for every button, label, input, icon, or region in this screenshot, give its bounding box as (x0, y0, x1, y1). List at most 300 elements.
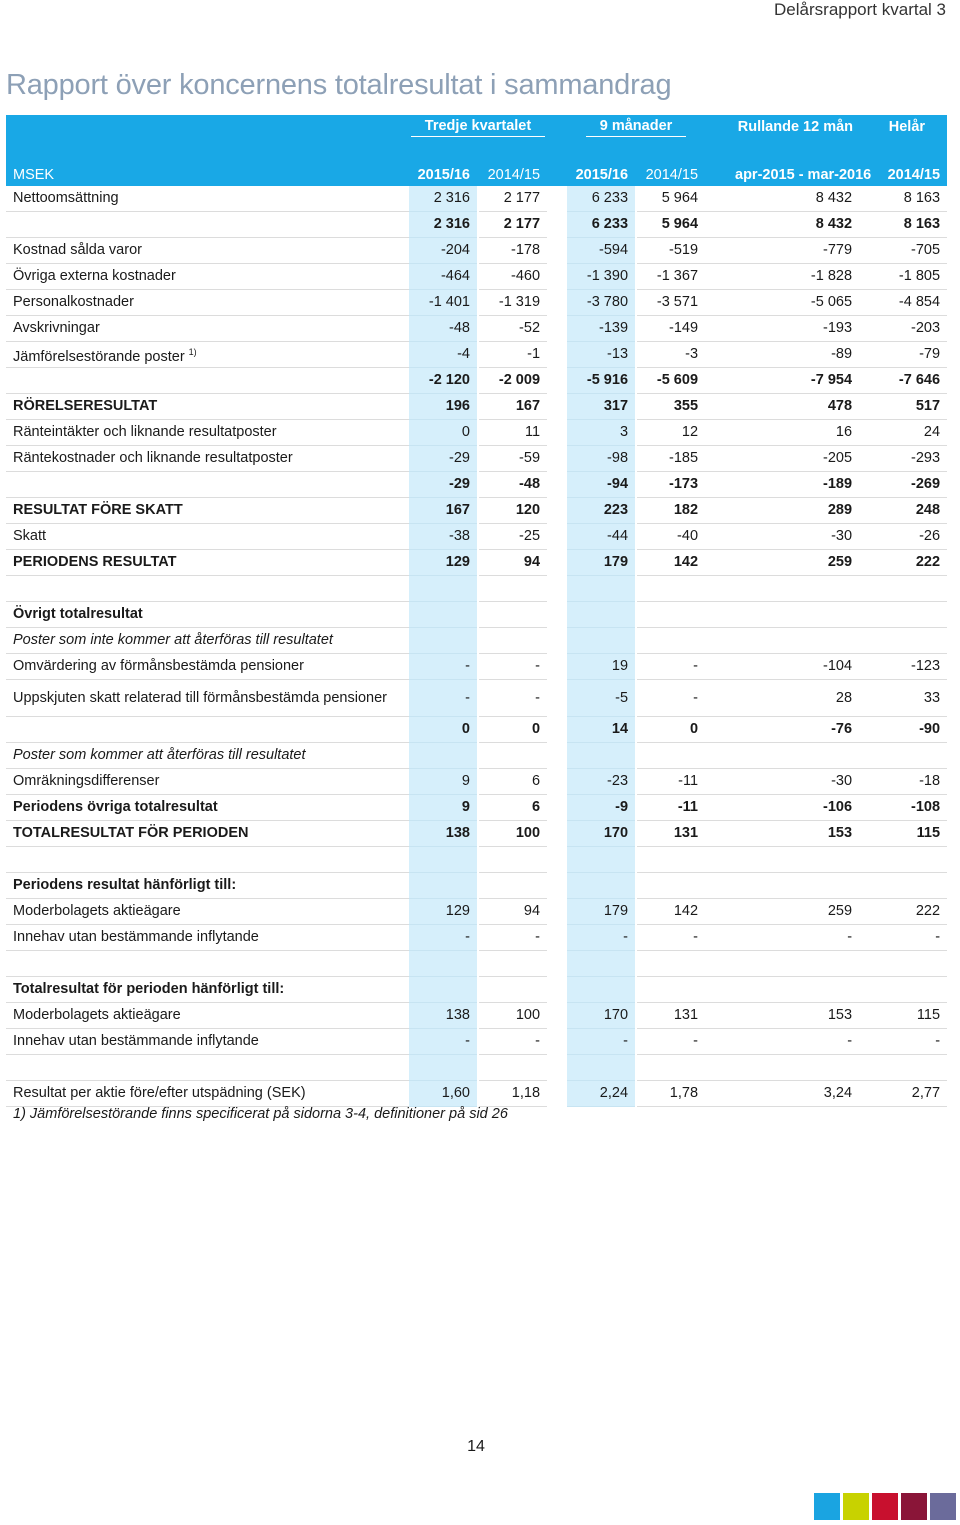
table-cell (705, 847, 859, 873)
table-cell: -519 (637, 238, 705, 264)
row-label-text: RÖRELSERESULTAT (13, 398, 158, 414)
column-gap (547, 550, 567, 576)
income-statement-table (6, 115, 947, 1107)
table-row (6, 316, 947, 342)
row-label-text: Moderbolagets aktieägare (13, 1007, 181, 1023)
row-label (6, 498, 409, 524)
table-cell (479, 576, 547, 602)
table-cell: - (479, 654, 547, 680)
table-row (6, 1029, 947, 1055)
table-cell (637, 1055, 705, 1081)
table-row (6, 899, 947, 925)
table-cell: 131 (637, 821, 705, 847)
table-cell: 317 (567, 394, 635, 420)
group-header-q3: Tredje kvartalet (411, 118, 545, 137)
table-row (6, 342, 947, 368)
row-label (6, 290, 409, 316)
table-cell: 3 (567, 420, 635, 446)
table-cell (637, 743, 705, 769)
row-label (6, 576, 409, 602)
table-cell: 2 177 (479, 212, 547, 238)
row-label-text: Omräkningsdifferenser (13, 773, 160, 789)
table-cell (479, 628, 547, 654)
table-cell: - (479, 680, 547, 717)
column-gap (547, 628, 567, 654)
table-cell: -90 (859, 717, 947, 743)
column-gap (547, 394, 567, 420)
table-row (6, 472, 947, 498)
table-cell: 3,24 (705, 1081, 859, 1107)
table-cell: -89 (705, 342, 859, 368)
table-cell: 0 (479, 717, 547, 743)
brand-block (901, 1493, 927, 1520)
brand-block (843, 1493, 869, 1520)
table-cell: 5 964 (637, 212, 705, 238)
column-gap (547, 238, 567, 264)
table-row (6, 264, 947, 290)
table-cell: -11 (637, 769, 705, 795)
table-cell (637, 951, 705, 977)
table-cell: 8 163 (859, 212, 947, 238)
table-cell (859, 1055, 947, 1081)
table-cell (859, 873, 947, 899)
table-cell: - (637, 1029, 705, 1055)
table-cell: 142 (637, 899, 705, 925)
column-gap (547, 717, 567, 743)
table-cell: - (409, 925, 477, 951)
column-gap (547, 977, 567, 1003)
table-cell: 2,24 (567, 1081, 635, 1107)
table-cell (409, 951, 477, 977)
column-gap (547, 680, 567, 717)
table-cell: 222 (859, 899, 947, 925)
table-cell: -5 916 (567, 368, 635, 394)
table-cell: -44 (567, 524, 635, 550)
row-label-text: Jämförelsestörande poster (13, 348, 185, 365)
table-cell (479, 1055, 547, 1081)
table-row (6, 368, 947, 394)
table-cell: 16 (705, 420, 859, 446)
group-header-9m: 9 månader (586, 118, 687, 137)
table-cell: 9 (409, 795, 477, 821)
table-cell: 222 (859, 550, 947, 576)
table-cell: 8 432 (705, 212, 859, 238)
table-cell (567, 628, 635, 654)
table-cell: -1 319 (479, 290, 547, 316)
column-gap (547, 1003, 567, 1029)
table-cell (637, 873, 705, 899)
table-cell (705, 743, 859, 769)
brand-block (814, 1493, 840, 1520)
table-cell: -173 (637, 472, 705, 498)
table-cell (479, 743, 547, 769)
row-label-text: Övrigt totalresultat (13, 606, 143, 622)
table-cell: 5 964 (637, 186, 705, 212)
table-row (6, 524, 947, 550)
column-gap (547, 186, 567, 212)
table-cell (705, 951, 859, 977)
brand-block (930, 1493, 956, 1520)
row-label-text: Totalresultat för perioden hänförligt till: (13, 981, 285, 997)
table-row (6, 873, 947, 899)
group-header-rolling: Rullande 12 mån (737, 119, 854, 135)
table-cell: 138 (409, 821, 477, 847)
table-cell: 33 (859, 680, 947, 717)
table-cell: -52 (479, 316, 547, 342)
row-label (6, 602, 409, 628)
row-label (6, 472, 409, 498)
table-cell (567, 602, 635, 628)
table-cell: -185 (637, 446, 705, 472)
table-cell: - (637, 925, 705, 951)
table-cell: -705 (859, 238, 947, 264)
table-cell: 223 (567, 498, 635, 524)
column-gap (547, 769, 567, 795)
table-cell: 120 (479, 498, 547, 524)
table-row (6, 680, 947, 717)
row-label (6, 821, 409, 847)
table-cell: 2 316 (409, 186, 477, 212)
table-cell: 28 (705, 680, 859, 717)
table-cell: -7 954 (705, 368, 859, 394)
row-label-text: Övriga externa kostnader (13, 268, 176, 284)
table-cell: -7 646 (859, 368, 947, 394)
row-label-text: RESULTAT FÖRE SKATT (13, 502, 183, 518)
table-row (6, 717, 947, 743)
table-row (6, 847, 947, 873)
column-gap (547, 1081, 567, 1107)
row-label-text: Skatt (13, 528, 47, 544)
table-cell: 1,18 (479, 1081, 547, 1107)
table-cell: -4 (409, 342, 477, 368)
table-cell: -26 (859, 524, 947, 550)
table-cell (479, 847, 547, 873)
table-cell: -123 (859, 654, 947, 680)
col-header: 2014/15 (637, 140, 705, 186)
table-cell: -2 009 (479, 368, 547, 394)
row-label (6, 1081, 409, 1107)
table-cell: 129 (409, 899, 477, 925)
table-cell (859, 602, 947, 628)
column-gap (547, 821, 567, 847)
column-gap (547, 290, 567, 316)
table-cell (705, 576, 859, 602)
table-cell: -48 (479, 472, 547, 498)
table-cell: 12 (637, 420, 705, 446)
table-cell: 170 (567, 1003, 635, 1029)
column-gap (547, 212, 567, 238)
row-label-text: Innehav utan bestämmande inflytande (13, 929, 259, 945)
table-cell: 129 (409, 550, 477, 576)
col-header-period: apr-2015 - mar-2016 (705, 140, 859, 186)
table-cell: -18 (859, 769, 947, 795)
table-cell: -29 (409, 446, 477, 472)
table-cell: 248 (859, 498, 947, 524)
table-cell: 167 (479, 394, 547, 420)
table-cell: -5 (567, 680, 635, 717)
row-label (6, 264, 409, 290)
column-gap (547, 925, 567, 951)
table-cell: 11 (479, 420, 547, 446)
table-row (6, 1055, 947, 1081)
table-cell: - (859, 1029, 947, 1055)
column-gap (547, 1055, 567, 1081)
table-cell: -1 390 (567, 264, 635, 290)
table-cell (567, 743, 635, 769)
table-cell: 94 (479, 899, 547, 925)
table-row (6, 925, 947, 951)
row-label (6, 743, 409, 769)
table-row (6, 446, 947, 472)
table-cell: - (479, 1029, 547, 1055)
table-cell: 131 (637, 1003, 705, 1029)
column-header-row (6, 140, 947, 186)
table-cell: 6 (479, 769, 547, 795)
table-cell (479, 951, 547, 977)
table-cell (705, 873, 859, 899)
column-gap (547, 795, 567, 821)
table-row (6, 420, 947, 446)
column-gap (547, 316, 567, 342)
row-label-text: TOTALRESULTAT FÖR PERIODEN (13, 825, 249, 841)
table-row (6, 238, 947, 264)
table-cell: -104 (705, 654, 859, 680)
table-cell (859, 977, 947, 1003)
row-label (6, 368, 409, 394)
table-cell: 153 (705, 1003, 859, 1029)
table-cell: - (705, 925, 859, 951)
table-cell: -594 (567, 238, 635, 264)
table-cell (859, 847, 947, 873)
report-header: Delårsrapport kvartal 3 (774, 0, 946, 19)
row-label (6, 1055, 409, 1081)
table-cell: -204 (409, 238, 477, 264)
row-label-text: Räntekostnader och liknande resultatposter (13, 450, 293, 466)
column-gap (547, 951, 567, 977)
column-gap (547, 1029, 567, 1055)
table-cell (479, 977, 547, 1003)
row-label-text: PERIODENS RESULTAT (13, 554, 177, 570)
table-cell: 115 (859, 821, 947, 847)
table-row (6, 290, 947, 316)
table-cell (637, 628, 705, 654)
column-gap (547, 576, 567, 602)
row-label (6, 524, 409, 550)
table-cell: 259 (705, 550, 859, 576)
column-gap (547, 498, 567, 524)
table-cell: - (409, 1029, 477, 1055)
table-cell (859, 951, 947, 977)
table-cell: -106 (705, 795, 859, 821)
row-label (6, 394, 409, 420)
table-cell: -139 (567, 316, 635, 342)
table-cell: 182 (637, 498, 705, 524)
column-gap (547, 899, 567, 925)
table-cell: 115 (859, 1003, 947, 1029)
table-cell (479, 602, 547, 628)
table-cell: 8 432 (705, 186, 859, 212)
table-cell: -460 (479, 264, 547, 290)
table-cell: - (567, 925, 635, 951)
table-row (6, 977, 947, 1003)
table-cell: -205 (705, 446, 859, 472)
table-cell (637, 576, 705, 602)
row-label (6, 680, 409, 717)
table-cell: 24 (859, 420, 947, 446)
table-cell: 478 (705, 394, 859, 420)
table-cell (409, 743, 477, 769)
table-cell: - (637, 654, 705, 680)
table-row (6, 628, 947, 654)
table-cell: -1 805 (859, 264, 947, 290)
table-cell: 138 (409, 1003, 477, 1029)
table-cell: - (567, 1029, 635, 1055)
row-label (6, 212, 409, 238)
footnote-marker: 1) (188, 346, 197, 357)
column-gap (547, 847, 567, 873)
table-cell: 6 233 (567, 186, 635, 212)
table-cell: 2 316 (409, 212, 477, 238)
table-cell (409, 847, 477, 873)
table-cell: 196 (409, 394, 477, 420)
table-cell: - (859, 925, 947, 951)
table-cell: 100 (479, 821, 547, 847)
table-cell (409, 576, 477, 602)
table-cell (567, 847, 635, 873)
table-cell (479, 873, 547, 899)
table-cell: -1 828 (705, 264, 859, 290)
row-label (6, 550, 409, 576)
table-cell (637, 847, 705, 873)
row-label (6, 238, 409, 264)
column-gap (547, 472, 567, 498)
table-row (6, 821, 947, 847)
table-cell: -29 (409, 472, 477, 498)
table-row (6, 795, 947, 821)
col-header: 2014/15 (859, 140, 947, 186)
table-cell: 9 (409, 769, 477, 795)
row-label (6, 925, 409, 951)
table-cell (409, 873, 477, 899)
table-cell: -13 (567, 342, 635, 368)
table-cell: 1,78 (637, 1081, 705, 1107)
table-row (6, 602, 947, 628)
table-cell: 8 163 (859, 186, 947, 212)
table-cell: 142 (637, 550, 705, 576)
column-group-header-row (6, 115, 947, 140)
row-label (6, 847, 409, 873)
table-cell: -30 (705, 769, 859, 795)
table-cell: -79 (859, 342, 947, 368)
table-cell (705, 628, 859, 654)
table-cell: -38 (409, 524, 477, 550)
row-label (6, 951, 409, 977)
table-cell: 517 (859, 394, 947, 420)
table-cell (567, 951, 635, 977)
table-cell (705, 1055, 859, 1081)
table-cell: 170 (567, 821, 635, 847)
row-label-text: Periodens övriga totalresultat (13, 799, 218, 815)
col-header: 2015/16 (567, 140, 635, 186)
table-cell (409, 1055, 477, 1081)
table-cell: -293 (859, 446, 947, 472)
table-cell: -779 (705, 238, 859, 264)
table-cell: -3 780 (567, 290, 635, 316)
table-cell: - (705, 1029, 859, 1055)
table-cell: -76 (705, 717, 859, 743)
table-cell: -464 (409, 264, 477, 290)
row-label-text: Poster som inte kommer att återföras till resultatet (13, 632, 333, 648)
table-cell (409, 628, 477, 654)
table-cell: -94 (567, 472, 635, 498)
table-cell: -5 609 (637, 368, 705, 394)
row-label (6, 873, 409, 899)
table-cell (409, 602, 477, 628)
table-row (6, 743, 947, 769)
row-label (6, 654, 409, 680)
table-cell: 94 (479, 550, 547, 576)
table-cell: -9 (567, 795, 635, 821)
row-label (6, 446, 409, 472)
table-cell: 0 (637, 717, 705, 743)
table-cell: -59 (479, 446, 547, 472)
table-cell: - (479, 925, 547, 951)
unit-label: MSEK (6, 140, 409, 186)
table-cell: -1 367 (637, 264, 705, 290)
table-cell: 0 (409, 420, 477, 446)
row-label (6, 1029, 409, 1055)
column-gap (547, 446, 567, 472)
table-cell: - (409, 680, 477, 717)
table-cell: -149 (637, 316, 705, 342)
table-row (6, 394, 947, 420)
row-label (6, 342, 409, 368)
table-row (6, 550, 947, 576)
table-row (6, 654, 947, 680)
table-cell: -40 (637, 524, 705, 550)
row-label (6, 795, 409, 821)
row-label (6, 899, 409, 925)
table-cell: -25 (479, 524, 547, 550)
table-cell (567, 576, 635, 602)
table-cell (705, 602, 859, 628)
col-header: 2014/15 (479, 140, 547, 186)
table-cell: -1 401 (409, 290, 477, 316)
row-label-text: Poster som kommer att återföras till resultatet (13, 747, 306, 763)
table-cell: 2,77 (859, 1081, 947, 1107)
row-label-text: Omvärdering av förmånsbestämda pensioner (13, 658, 304, 674)
row-label-text: Personalkostnader (13, 294, 134, 310)
table-cell: -189 (705, 472, 859, 498)
table-cell: 355 (637, 394, 705, 420)
footnote: 1) Jämförelsestörande finns specificerat på sidorna 3-4, definitioner på sid 26 (13, 1106, 508, 1122)
table-row (6, 212, 947, 238)
row-label (6, 186, 409, 212)
table-cell: 289 (705, 498, 859, 524)
row-label (6, 628, 409, 654)
column-gap (547, 743, 567, 769)
brand-color-blocks (814, 1493, 956, 1520)
table-cell: 153 (705, 821, 859, 847)
table-row (6, 951, 947, 977)
column-gap (547, 368, 567, 394)
table-row (6, 186, 947, 212)
brand-block (872, 1493, 898, 1520)
table-cell: 6 233 (567, 212, 635, 238)
table-cell: 19 (567, 654, 635, 680)
row-label-text: Kostnad sålda varor (13, 242, 142, 258)
row-label (6, 1003, 409, 1029)
